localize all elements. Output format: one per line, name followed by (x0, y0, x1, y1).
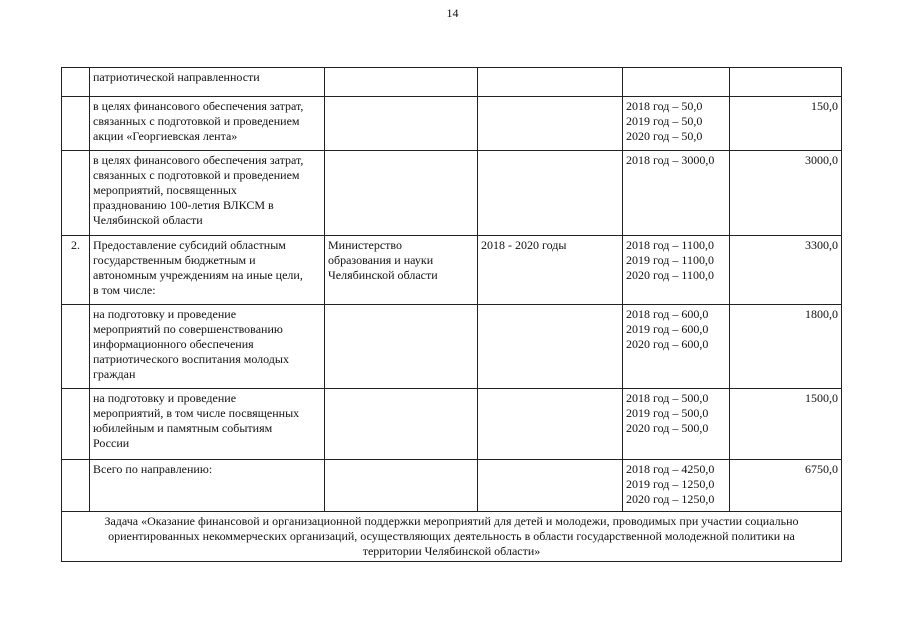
funding-by-year (623, 389, 730, 460)
responsible-executor (325, 460, 478, 512)
implementation-period (478, 151, 623, 236)
year-amount: 2018 год – 500,0 (626, 391, 709, 405)
row-number (62, 97, 90, 151)
activity-description (90, 68, 325, 97)
funding-table (61, 67, 842, 562)
description-line: Челябинской области (93, 213, 203, 227)
activity-description (90, 151, 325, 236)
year-amount: 2018 год – 4250,0 (626, 462, 715, 476)
task-line: Задача «Оказание финансовой и организационной поддержки мероприятий для детей и молодежи, проводимых при участии социально (104, 514, 799, 528)
year-amount: 2020 год – 500,0 (626, 421, 709, 435)
task-line: ориентированных некоммерческих организаций, осуществляющих деятельность в области государственной молодежной политики на (108, 529, 795, 543)
year-amount: 2019 год – 50,0 (626, 114, 703, 128)
description-line: связанных с подготовкой и проведением (93, 114, 300, 128)
table-row (62, 305, 842, 389)
total-amount: 1500,0 (730, 389, 842, 460)
description-line: акции «Георгиевская лента» (93, 129, 238, 143)
year-amount: 2020 год – 50,0 (626, 129, 703, 143)
activity-description (90, 97, 325, 151)
total-amount (730, 68, 842, 97)
funding-by-year (623, 305, 730, 389)
responsible-executor (325, 68, 478, 97)
year-amount: 2018 год – 50,0 (626, 99, 703, 113)
description-line: России (93, 436, 130, 450)
year-amount: 2019 год – 1100,0 (626, 253, 714, 267)
table-row (62, 68, 842, 97)
description-line: граждан (93, 367, 136, 381)
responsible-executor (325, 97, 478, 151)
year-amount: 2019 год – 1250,0 (626, 477, 715, 491)
description-line: празднованию 100-летия ВЛКСМ в (93, 198, 274, 212)
funding-by-year (623, 460, 730, 512)
year-amount: 2018 год – 600,0 (626, 307, 709, 321)
table-row (62, 97, 842, 151)
table-row (62, 236, 842, 305)
row-number (62, 68, 90, 97)
table-row (62, 389, 842, 460)
total-amount: 3000,0 (730, 151, 842, 236)
activity-description (90, 389, 325, 460)
year-amount: 2018 год – 3000,0 (626, 153, 715, 167)
implementation-period: 2018 - 2020 годы (478, 236, 623, 305)
table-row (62, 151, 842, 236)
responsible-executor (325, 151, 478, 236)
year-amount: 2020 год – 1100,0 (626, 268, 714, 282)
row-number (62, 305, 90, 389)
year-amount: 2018 год – 1100,0 (626, 238, 714, 252)
implementation-period (478, 305, 623, 389)
row-number (62, 460, 90, 512)
row-number: 2. (62, 236, 90, 305)
executor-line: Челябинской области (328, 268, 438, 282)
description-line: на подготовку и проведение (93, 391, 237, 405)
task-row (62, 512, 842, 562)
description-line: патриотической направленности (93, 70, 260, 84)
implementation-period (478, 68, 623, 97)
description-line: связанных с подготовкой и проведением (93, 168, 300, 182)
description-line: мероприятий, посвященных (93, 183, 237, 197)
activity-description (90, 236, 325, 305)
funding-by-year (623, 97, 730, 151)
responsible-executor (325, 305, 478, 389)
description-line: информационного обеспечения (93, 337, 254, 351)
responsible-executor (325, 236, 478, 305)
responsible-executor (325, 389, 478, 460)
row-number (62, 389, 90, 460)
description-line: патриотического воспитания молодых (93, 352, 289, 366)
executor-line: Министерство (328, 238, 402, 252)
total-amount: 1800,0 (730, 305, 842, 389)
year-amount: 2020 год – 600,0 (626, 337, 709, 351)
description-line: мероприятий, в том числе посвященных (93, 406, 300, 420)
description-line: автономным учреждениям на иные цели, (93, 268, 303, 282)
funding-by-year (623, 68, 730, 97)
implementation-period (478, 389, 623, 460)
description-line: Всего по направлению: (93, 462, 213, 476)
implementation-period (478, 460, 623, 512)
description-line: Предоставление субсидий областным (93, 238, 286, 252)
row-number (62, 151, 90, 236)
funding-by-year (623, 151, 730, 236)
year-amount: 2019 год – 500,0 (626, 406, 709, 420)
executor-line: образования и науки (328, 253, 434, 267)
description-line: юбилейным и памятным событиям (93, 421, 273, 435)
task-line: территории Челябинской области» (362, 544, 541, 558)
total-amount: 3300,0 (730, 236, 842, 305)
activity-description (90, 305, 325, 389)
funding-by-year (623, 236, 730, 305)
task-heading (62, 512, 842, 562)
year-amount: 2020 год – 1250,0 (626, 492, 715, 506)
description-line: в целях финансового обеспечения затрат, (93, 99, 304, 113)
description-line: мероприятий по совершенствованию (93, 322, 283, 336)
table-row (62, 460, 842, 512)
description-line: на подготовку и проведение (93, 307, 237, 321)
description-line: в том числе: (93, 283, 156, 297)
page-number: 14 (446, 6, 459, 20)
year-amount: 2019 год – 600,0 (626, 322, 709, 336)
description-line: в целях финансового обеспечения затрат, (93, 153, 304, 167)
total-amount: 150,0 (730, 97, 842, 151)
total-amount: 6750,0 (730, 460, 842, 512)
description-line: государственным бюджетным и (93, 253, 256, 267)
implementation-period (478, 97, 623, 151)
activity-description (90, 460, 325, 512)
